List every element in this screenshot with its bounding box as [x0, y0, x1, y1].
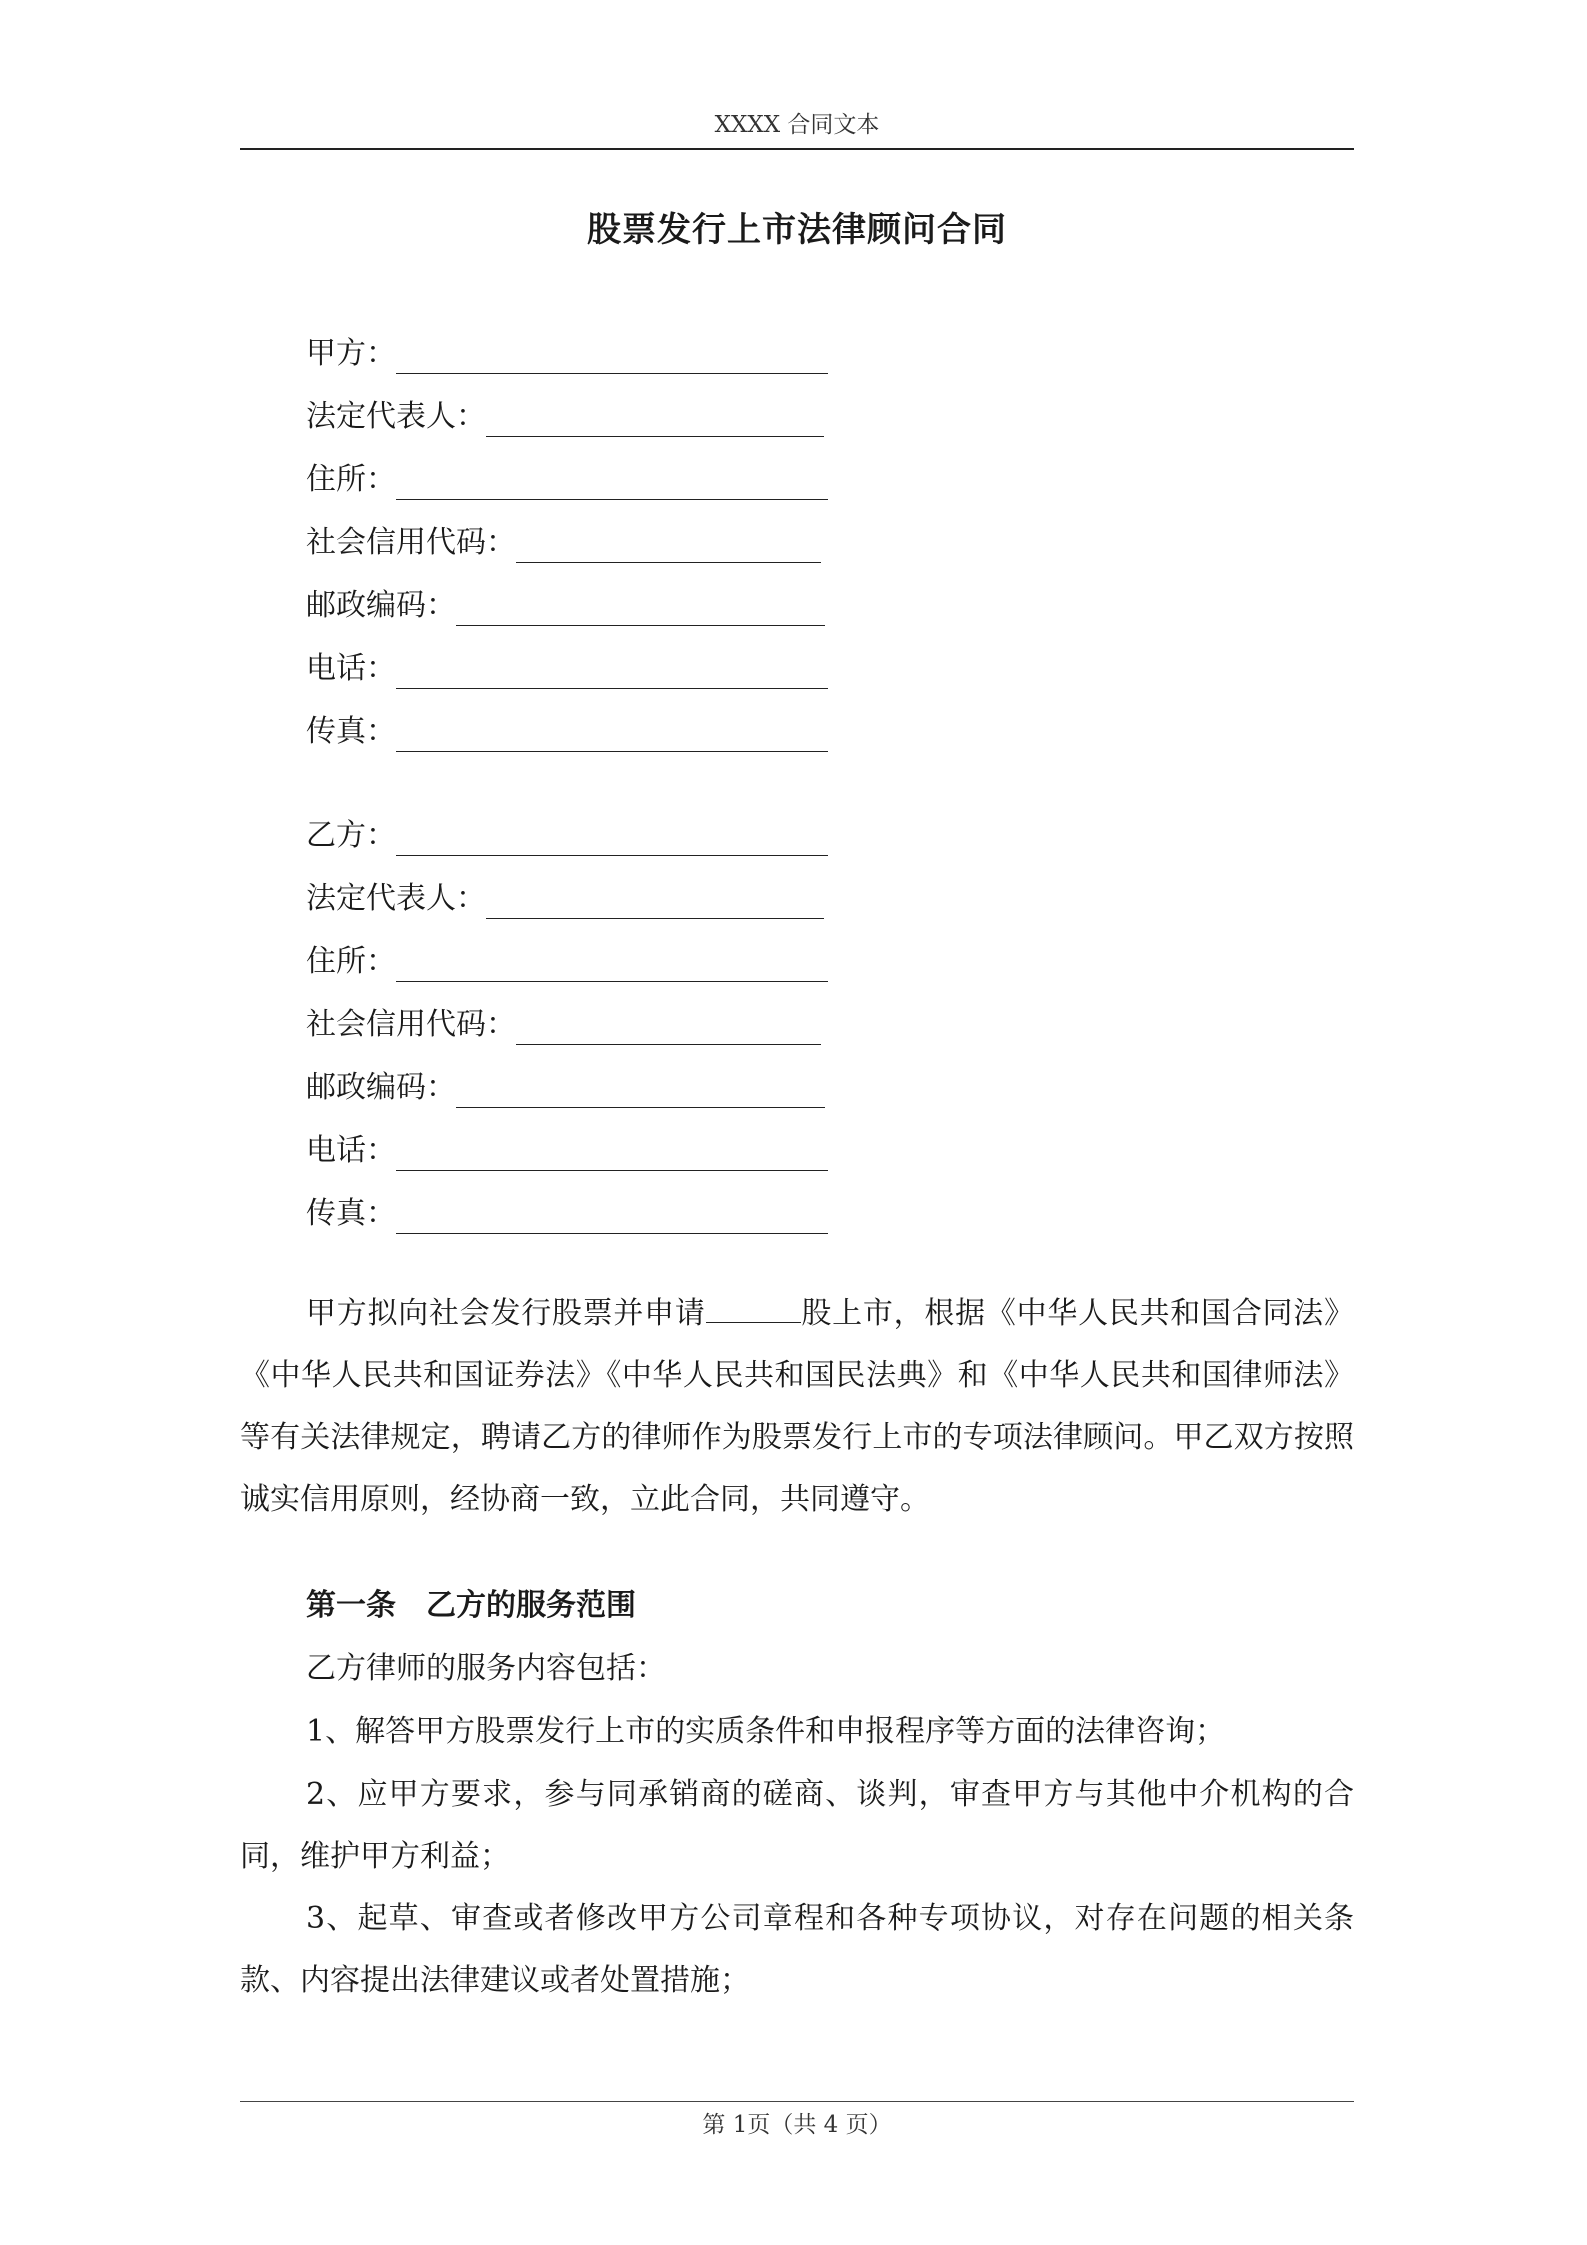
fill-in-blank[interactable] — [486, 396, 824, 437]
party-a-credit-code-field — [306, 519, 821, 563]
intro-text-before: 甲方拟向社会发行股票并申请 — [306, 1296, 706, 1331]
field-label: 邮政编码： — [306, 1070, 456, 1105]
party-a-legal-rep-field — [306, 393, 824, 437]
article-1-heading: 第一条 乙方的服务范围 — [306, 1588, 636, 1623]
field-label: 法定代表人： — [306, 399, 486, 434]
party-b-legal-rep-field — [306, 875, 824, 919]
share-type-blank[interactable] — [706, 1290, 801, 1323]
field-label: 电话： — [306, 1133, 396, 1168]
fill-in-blank[interactable] — [396, 941, 828, 982]
party-a-name-field — [306, 330, 828, 374]
field-label: 社会信用代码： — [306, 1007, 516, 1042]
fill-in-blank[interactable] — [396, 711, 828, 752]
fill-in-blank[interactable] — [486, 878, 824, 919]
field-label: 乙方： — [306, 818, 396, 853]
page-footer: 第 1页（共 4 页） — [702, 2112, 892, 2138]
party-a-address-field — [306, 456, 828, 500]
fill-in-blank[interactable] — [396, 815, 828, 856]
document-title: 股票发行上市法律顾问合同 — [587, 210, 1007, 250]
field-label: 电话： — [306, 651, 396, 686]
intro-paragraph — [240, 1283, 1354, 1531]
field-label: 邮政编码： — [306, 588, 456, 623]
article-1-item: 1、解答甲方股票发行上市的实质条件和申报程序等方面的法律咨询； — [306, 1714, 1226, 1749]
intro-text-after: 股上市，根据《中华人民共和国合同法》《中华人民共和国证券法》《中华人民共和国民法典》和《中华人民共和国律师法》等有关法律规定，聘请乙方的律师作为股票发行上市的专项法律顾问。甲乙双方按照诚实信用原则，经协商一致，立此合同，共同遵守。 — [240, 1296, 1355, 1517]
party-b-phone-field — [306, 1127, 828, 1171]
fill-in-blank[interactable] — [396, 1193, 828, 1234]
fill-in-blank[interactable] — [396, 1130, 828, 1171]
article-1-item: 2、应甲方要求，参与同承销商的磋商、谈判，审查甲方与其他中介机构的合同，维护甲方利益； — [240, 1777, 1354, 1874]
party-a-postcode-field — [306, 582, 825, 626]
field-label: 住所： — [306, 944, 396, 979]
field-label: 传真： — [306, 1196, 396, 1231]
party-b-postcode-field — [306, 1064, 825, 1108]
field-label: 法定代表人： — [306, 881, 486, 916]
field-label: 住所： — [306, 462, 396, 497]
article-1-lead: 乙方律师的服务内容包括： — [306, 1651, 666, 1686]
fill-in-blank[interactable] — [516, 522, 821, 563]
fill-in-blank[interactable] — [396, 648, 828, 689]
party-a-fax-field — [306, 708, 828, 752]
field-label: 传真： — [306, 714, 396, 749]
field-label: 社会信用代码： — [306, 525, 516, 560]
fill-in-blank[interactable] — [516, 1004, 821, 1045]
fill-in-blank[interactable] — [396, 333, 828, 374]
fill-in-blank[interactable] — [456, 585, 825, 626]
party-b-name-field — [306, 812, 828, 856]
fill-in-blank[interactable] — [456, 1067, 825, 1108]
fill-in-blank[interactable] — [396, 459, 828, 500]
footer-divider — [240, 2101, 1354, 2102]
page-header: XXXX 合同文本 — [240, 108, 1354, 150]
party-b-fax-field — [306, 1190, 828, 1234]
party-b-credit-code-field — [306, 1001, 821, 1045]
party-a-phone-field — [306, 645, 828, 689]
field-label: 甲方： — [306, 336, 396, 371]
article-1-item: 3、起草、审查或者修改甲方公司章程和各种专项协议，对存在问题的相关条款、内容提出法律建议或者处置措施； — [240, 1901, 1354, 1998]
party-b-address-field — [306, 938, 828, 982]
